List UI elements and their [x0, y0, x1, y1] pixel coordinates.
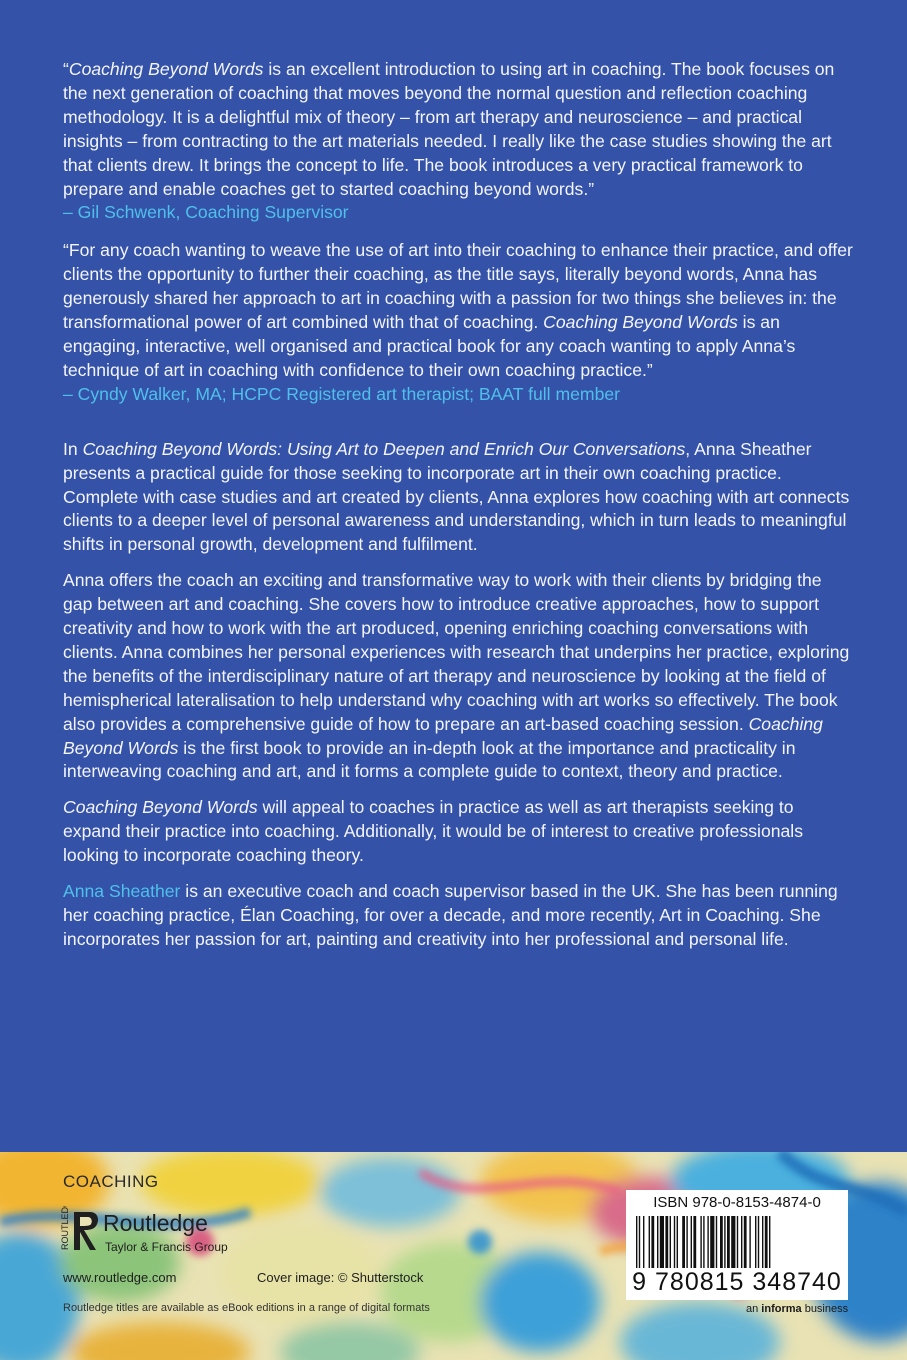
barcode-digits: 9 780815 348740 [632, 1268, 842, 1296]
endorsement-2 [63, 239, 853, 406]
barcode-bar [703, 1216, 704, 1268]
author-name: Anna Sheather [63, 881, 181, 902]
barcode-bar [744, 1216, 747, 1268]
book-title: Coaching Beyond Words [68, 59, 264, 79]
barcode-bar [731, 1216, 735, 1268]
publisher-website[interactable]: www.routledge.com [63, 1270, 177, 1285]
barcode-bar [741, 1216, 742, 1268]
barcode-bar [657, 1216, 658, 1268]
text-run: , Anna Sheather presents a practical guide for those seeking to incorporate art in their own coaching practice. Complete with case studies and art created by clients, Anna explores how coaching with art connects clients to a deeper level of personal awareness and understanding, which in turn leads to meaningful shifts in personal growth, development and fulfilment. [63, 438, 850, 555]
endorsement-1-attribution: – Gil Schwenk, Coaching Supervisor [63, 202, 349, 223]
category-label: COACHING [63, 1172, 159, 1191]
endorsement-2-body-a: “For any coach wanting to weave the use of art into their coaching to enhance their practice, and offer clients the opportunity to further their coaching, as the title says, literally beyond words, Anna has generously shared her approach to art in coaching with a passion for two things she believes in: the transformational power of art combined with that of coaching. [63, 240, 853, 333]
barcode-bar [665, 1216, 668, 1268]
isbn-number: ISBN 978-0-8153-4874-0 [653, 1194, 821, 1211]
book-full-title: Coaching Beyond Words: Using Art to Deepen and Enrich Our Conversations [82, 438, 686, 459]
barcode-bar [643, 1216, 644, 1268]
publisher-name: Routledge [103, 1210, 208, 1236]
barcode-bar [769, 1216, 770, 1268]
ebook-note: Routledge titles are available as eBook editions in a range of digital formats [63, 1302, 430, 1314]
isbn-barcode [626, 1190, 848, 1300]
informa-business-note [746, 1303, 848, 1315]
barcode-bar [727, 1216, 730, 1268]
routledge-logo-icon [60, 1206, 102, 1256]
barcode-bar [677, 1216, 678, 1268]
routledge-vertical-wordmark: ROUTLEDGE [60, 1206, 70, 1250]
endorsement-2-text [63, 239, 853, 382]
barcode-bar [686, 1216, 687, 1268]
barcode-bar [737, 1216, 738, 1268]
barcode-bar [674, 1216, 675, 1268]
barcode-bar [710, 1216, 714, 1268]
endorsement-1-text [63, 58, 853, 201]
text-run: business [801, 1303, 849, 1315]
barcode-bar [762, 1216, 763, 1268]
barcode-bar [639, 1216, 640, 1268]
barcode-bar [649, 1216, 650, 1268]
barcode-bar [693, 1216, 696, 1268]
barcode-bar [758, 1216, 759, 1268]
description-paragraph-2 [63, 569, 853, 784]
description-paragraph-1 [63, 438, 853, 558]
barcode-icon [634, 1216, 840, 1268]
cover-credit: Cover image: © Shutterstock [257, 1270, 424, 1285]
publisher-group: Taylor & Francis Group [105, 1240, 228, 1254]
endorsement-2-attribution: – Cyndy Walker, MA; HCPC Registered art therapist; BAAT full member [63, 383, 620, 404]
barcode-bar [707, 1216, 708, 1268]
informa-brand: informa [761, 1303, 802, 1315]
barcode-bar [765, 1216, 768, 1268]
text-run: will appeal to coaches in practice as well as art therapists seeking to expand their practice into coaching. Additionally, it would be of interest to creative professionals looking to incorporate coaching theory. [63, 797, 804, 866]
barcode-bar [700, 1216, 701, 1268]
author-bio [63, 880, 853, 952]
text-run: Anna offers the coach an exciting and transformative way to work with their clients by bridging the gap between art and coaching. She covers how to introduce creative approaches, how to support creativity and how to work with the art produced, opening enriching coaching conversations with clients. Anna combines her personal experiences with research that underpins her practice, exploring the benefits of the interdisciplinary nature of art therapy and neuroscience by looking at the field of hemispherical lateralisation to help understand why coaching with art works so effectively. The book also provides a comprehensive guide of how to prepare an art-based coaching session. [63, 570, 850, 734]
back-cover-text [63, 58, 853, 952]
text-run: In [63, 438, 83, 459]
barcode-bar [716, 1216, 717, 1268]
barcode-bar [651, 1216, 654, 1268]
barcode-bar [755, 1216, 756, 1268]
barcode-bar [660, 1216, 664, 1268]
endorsement-2-body-b: is an engaging, interactive, well organised and practical book for any coach wanting to apply Anna’s technique of art in coaching with confidence to their own coaching practice.” [63, 312, 796, 380]
book-title: Coaching Beyond Words [63, 797, 258, 818]
endorsement-1 [63, 58, 853, 225]
book-title: Coaching Beyond Words [63, 713, 823, 758]
text-run: an [746, 1303, 762, 1315]
book-title: Coaching Beyond Words [543, 312, 738, 333]
quote-mark: “ [63, 59, 69, 79]
description-paragraph-3 [63, 796, 853, 868]
endorsement-1-body: is an excellent introduction to using art in coaching. The book focuses on the next generation of coaching that moves beyond the normal question and reflection coaching methodology. It is a delightful mix of theory – from art therapy and neuroscience – and practical insights – from contracting to the art materials needed. I really like the case studies showing the art that clients drew. It brings the concept to life. The book introduces a very practical framework to prepare and enable coaches get to started coaching beyond words.” [63, 59, 835, 199]
barcode-bar [724, 1216, 725, 1268]
barcode-bar [749, 1216, 750, 1268]
author-bio-text: is an executive coach and coach supervisor based in the UK. She has been running her coaching practice, Élan Coaching, for over a decade, and more recently, Art in Coaching. She incorporates her passion for art, painting and creativity into her professional and personal life. [63, 881, 838, 949]
barcode-bar [636, 1216, 637, 1268]
barcode-bar [682, 1216, 685, 1268]
barcode-bar [670, 1216, 671, 1268]
text-run: is the first book to provide an in-depth look at the importance and practicality in interweaving coaching and art, and it forms a complete guide to context, theory and practice. [63, 737, 796, 782]
barcode-bar [720, 1216, 723, 1268]
barcode-bar [691, 1216, 692, 1268]
